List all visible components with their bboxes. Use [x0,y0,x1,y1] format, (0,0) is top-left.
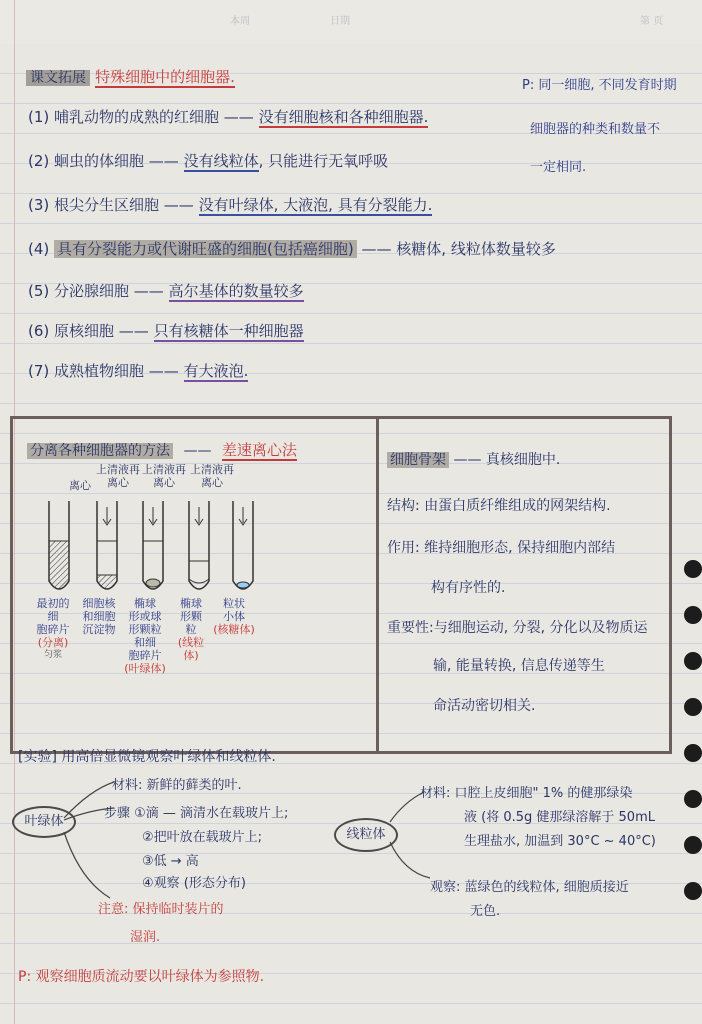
tube-caption: 粒状 小体 (核糖体) [213,597,255,636]
list-item [28,106,428,127]
tube-4 [189,501,209,589]
chloroplast-step: ③低 → 高 [142,854,199,869]
chloroplast-step: ④观察 (形态分布) [142,876,246,891]
chloroplast-brace [60,770,120,910]
footer-note: P: 观察细胞质流动要以叶绿体为参照物. [18,969,265,985]
list-item [28,360,248,381]
tube-3 [143,501,163,589]
item-lead: 哺乳动物的成熟的红细胞 —— [54,108,254,126]
list-item [28,194,432,215]
item-detail: 高尔基体的数量较多 [168,282,304,300]
tube-top-label: 上清液再离心 [96,463,140,489]
binder-hole [684,698,702,716]
chloroplast-note: 注意: 保持临时装片的 [98,902,224,917]
box-divider [376,419,379,751]
structure-line: 结构: 由蛋白质纤维组成的网架结构. [387,498,611,514]
side-note-line: 一定相同. [530,160,587,175]
item-lead: 根尖分生区细胞 —— [54,196,194,214]
tube-5 [233,501,253,589]
item-detail: 没有叶绿体, 大液泡, 具有分裂能力. [198,196,433,214]
box-right-where: —— 真核细胞中. [453,452,561,468]
header-faint-left: 本周 [230,16,250,27]
importance-line-3: 命活动密切相关. [433,698,536,714]
chloroplast-step: ②把叶放在载玻片上; [142,830,263,845]
section1-title: 特殊细胞中的细胞器. [95,68,235,86]
list-item [28,280,304,301]
list-item [28,150,388,171]
function-line: 作用: 维持细胞形态, 保持细胞内部结 [387,540,616,556]
importance-line-2: 输, 能量转换, 信息传递等生 [433,658,605,674]
box-left-heading: 分离各种细胞器的方法 —— 差速离心法 [27,439,297,460]
item-number: (4) [28,240,50,258]
mitochondria-material: 材料: 口腔上皮细胞" 1% 的健那绿染 [420,786,633,801]
item-detail: 没有线粒体 [183,152,259,170]
binder-hole [684,606,702,624]
binder-hole [684,790,702,808]
item-lead: 成熟植物细胞 —— [54,362,179,380]
tube-caption: 椭球 形或球 形颗粒 和细 胞碎片 (叶绿体) [124,597,166,675]
binder-hole [684,560,702,578]
mitochondria-material-2: 液 (将 0.5g 健那绿溶解于 50mL [464,810,655,825]
chloroplast-step: 步骤 ①滴 — 滴清水在载玻片上; [104,806,289,821]
binder-hole [684,744,702,762]
function-line-2: 构有序性的. [431,580,506,596]
item-lead: 具有分裂能力或代谢旺盛的细胞(包括癌细胞) [54,240,357,258]
item-number: (3) [28,196,50,214]
chloroplast-note-2: 湿润. [130,930,161,945]
box-right-heading [387,449,560,469]
item-number: (6) [28,322,50,340]
tube-top-label: 离心 [69,479,91,492]
item-number: (5) [28,282,50,300]
tube-2 [97,501,117,589]
tube-caption: 椭球 形颗 粒 (线粒体) [177,597,205,662]
binder-hole [684,652,702,670]
tube-caption: 细胞核 和细胞 沉淀物 [82,597,116,636]
section1-tag: 课文拓展 [26,70,90,86]
item-detail: 没有细胞核和各种细胞器. [258,108,429,126]
box-left-title: 分离各种细胞器的方法 [27,443,173,459]
chloroplast-label: 叶绿体 [12,806,76,838]
item-lead: 蛔虫的体细胞 —— [54,152,179,170]
mitochondria-observe-2: 无色. [470,904,501,919]
box-right-title: 细胞骨架 [387,452,449,468]
item-number: (2) [28,152,50,170]
item-detail: 有大液泡. [183,362,249,380]
experiment-title: [实验] 用高倍显微镜观察叶绿体和线粒体. [18,749,276,765]
item-number: (7) [28,362,50,380]
item-detail: 只有核糖体一种细胞器 [153,322,304,340]
mitochondria-observe: 观察: 蓝绿色的线粒体, 细胞质接近 [430,880,629,895]
item-number: (1) [28,108,50,126]
importance-line: 重要性:与细胞运动, 分裂, 分化以及物质运 [387,620,648,636]
item-tail: —— 核糖体, 线粒体数量较多 [361,240,556,258]
item-tail: , 只能进行无氧呼吸 [258,152,389,170]
centrifuge-tubes [37,497,257,607]
box-left-method: 差速离心法 [221,441,297,459]
tube-caption: 最初的细 胞碎片 (分离) 匀浆 [36,597,70,660]
side-note-line: P: 同一细胞, 不同发育时期 [522,78,677,93]
mitochondria-material-3: 生理盐水, 加温到 30°C ~ 40°C) [464,834,656,849]
tube-top-label: 上清液再离心 [142,463,186,489]
list-item [28,238,556,259]
list-item [28,320,304,341]
binder-holes [682,560,702,928]
section1-heading [26,66,235,87]
header-faint-right: 第 页 [640,16,664,27]
methods-box [10,416,672,754]
binder-hole [684,836,702,854]
header-faint-mid: 日期 [330,16,350,27]
header-strip [0,0,702,44]
tube-1 [49,501,69,589]
item-lead: 分泌腺细胞 —— [54,282,164,300]
tube-top-label: 上清液再离心 [190,463,234,489]
mitochondria-label: 线粒体 [334,818,398,852]
chloroplast-material: 材料: 新鲜的藓类的叶. [112,778,242,793]
item-lead: 原核细胞 —— [54,322,149,340]
side-note-line: 细胞器的种类和数量不 [530,122,661,137]
binder-hole [684,882,702,900]
